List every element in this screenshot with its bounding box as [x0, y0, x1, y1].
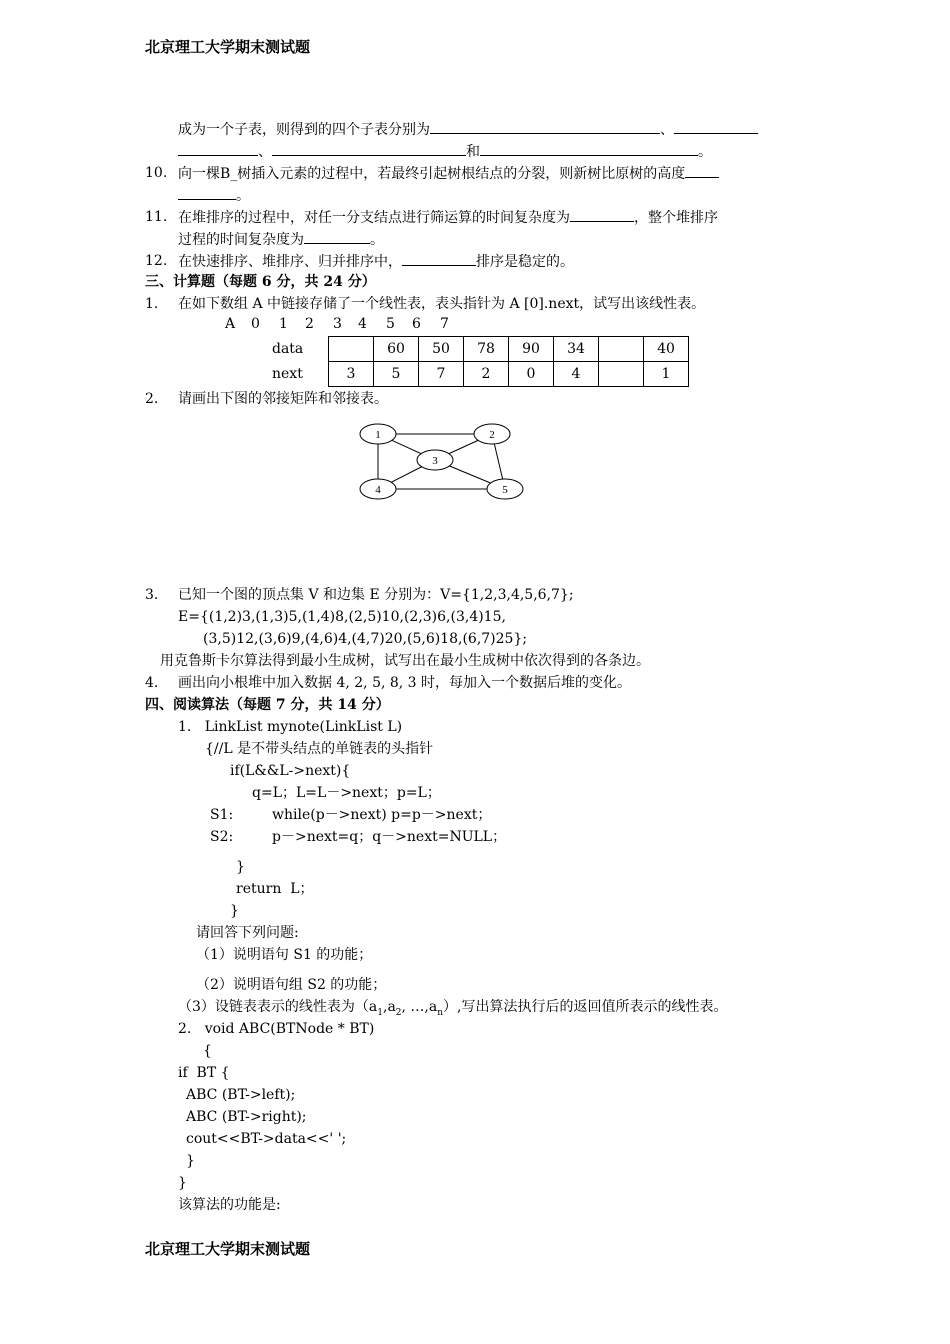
s3-q2-text: 请画出下图的邻接矩阵和邻接表。	[178, 391, 388, 407]
svg-text:1: 1	[375, 429, 381, 441]
code-line: }	[178, 1175, 187, 1191]
q9-blank-3	[272, 142, 466, 156]
graph-node	[360, 479, 396, 499]
q12-text: 在快速排序、堆排序、归并排序中，	[178, 254, 402, 270]
table-cell: 78	[464, 337, 509, 362]
subscript: n	[437, 1007, 444, 1018]
code-line: while(p－>next) p=p－>next；	[272, 807, 492, 823]
graph-node	[487, 479, 523, 499]
svg-text:5: 5	[502, 484, 508, 496]
q11-text: 在堆排序的过程中，对任一分支结点进行筛运算的时间复杂度为	[178, 210, 570, 226]
table-cell: 4	[554, 362, 599, 387]
code-line: return L；	[236, 881, 314, 897]
q12-blank	[402, 252, 476, 266]
code-line: p－>next=q；q－>next=NULL；	[272, 829, 507, 845]
code-line: cout<<BT->data<<' ';	[186, 1131, 347, 1147]
s3-q4-text: 画出向小根堆中加入数据 4, 2, 5, 8, 3 时，每加入一个数据后堆的变化。	[178, 675, 632, 691]
graph-node	[474, 424, 510, 444]
code-line: {	[203, 1043, 212, 1059]
subscript: 1	[377, 1007, 383, 1018]
svg-text:2: 2	[489, 429, 495, 441]
q11-number: 11.	[145, 209, 168, 225]
q10-blank-2	[178, 186, 236, 200]
row-label: data	[272, 341, 304, 357]
page-footer: 北京理工大学期末测试题	[145, 1240, 311, 1258]
q3-part: , …,a	[401, 999, 438, 1015]
q3-part: ）,写出算法执行后的返回值所表示的线性表。	[443, 999, 728, 1015]
q12-line	[178, 252, 574, 271]
s1-label: S1:	[210, 807, 234, 823]
q9-separator-2: 、	[258, 144, 272, 160]
q9-blank-2	[674, 120, 758, 134]
q11-line1	[178, 208, 718, 227]
code-line: {//L 是不带头结点的单链表的头指针	[205, 741, 434, 757]
array-index: 1	[279, 316, 288, 332]
q9-blank-4	[480, 142, 698, 156]
q9-and: 和	[466, 144, 480, 160]
q12-number: 12.	[145, 253, 168, 269]
q9-blank-1	[430, 120, 660, 134]
q9-text: 成为一个子表，则得到的四个子表分别为	[178, 122, 430, 138]
q9-separator: 、	[660, 122, 674, 138]
array-index: 3	[333, 316, 342, 332]
table-cell: 1	[644, 362, 689, 387]
q11-blank-1	[570, 208, 634, 222]
q11-line2	[178, 230, 384, 249]
table-cell: 5	[374, 362, 419, 387]
graph-node	[417, 450, 453, 470]
section3-title: 三、计算题（每题 6 分，共 24 分）	[145, 274, 376, 290]
q10-blank	[685, 164, 719, 178]
table-row	[268, 337, 689, 362]
table-cell: 0	[509, 362, 554, 387]
table-cell: 50	[419, 337, 464, 362]
array-index: 6	[412, 316, 421, 332]
code-line: }	[230, 903, 239, 919]
subscript: 2	[395, 1007, 402, 1018]
q12-end: 排序是稳定的。	[476, 254, 574, 270]
table-cell: 60	[374, 337, 419, 362]
question-1: （1）说明语句 S1 的功能；	[196, 947, 373, 963]
table-cell: 40	[644, 337, 689, 362]
graph-diagram	[350, 414, 540, 504]
code-line: 该算法的功能是:	[178, 1197, 281, 1213]
q9-end: 。	[698, 144, 712, 160]
s3-q3-text: 已知一个图的顶点集 V 和边集 E 分别为：V={1,2,3,4,5,6,7};	[178, 587, 574, 603]
code-line: if BT {	[178, 1065, 230, 1081]
section4-title: 四、阅读算法（每题 7 分，共 14 分）	[145, 697, 390, 713]
q10-line2	[178, 186, 250, 205]
s3-q1-number: 1.	[145, 296, 159, 312]
s3-q4-number: 4.	[145, 675, 159, 691]
table-cell	[329, 337, 374, 362]
array-label: A	[225, 316, 236, 332]
table-cell: 34	[554, 337, 599, 362]
s3-q1-text: 在如下数组 A 中链接存储了一个线性表，表头指针为 A [0].next，试写出该线性表。	[178, 296, 706, 312]
table-cell: 90	[509, 337, 554, 362]
s3-q3-edges-1: E={(1,2)3,(1,3)5,(1,4)8,(2,5)10,(2,3)6,(3,4)15,	[178, 609, 506, 625]
page-header: 北京理工大学期末测试题	[145, 38, 311, 56]
q10-line1	[178, 164, 719, 183]
array-index: 7	[440, 316, 449, 332]
array-index: 5	[386, 316, 395, 332]
q3-part: ,a	[383, 999, 396, 1015]
code-line: ABC (BT->left);	[186, 1087, 296, 1103]
q11-end: 。	[370, 232, 384, 248]
q10-number: 10.	[145, 165, 168, 181]
q11-mid: ，整个堆排序	[634, 210, 718, 226]
table-cell: 3	[329, 362, 374, 387]
array-index: 2	[305, 316, 314, 332]
code-line: ABC (BT->right);	[186, 1109, 307, 1125]
code-line: 1. LinkList mynote(LinkList L)	[178, 719, 403, 735]
table-cell: 7	[419, 362, 464, 387]
q11-blank-2	[304, 230, 370, 244]
s3-q3-text-2: 用克鲁斯卡尔算法得到最小生成树，试写出在最小生成树中依次得到的各条边。	[160, 653, 650, 669]
code-line: q=L；L=L－>next；p=L；	[252, 785, 441, 801]
array-index: 0	[251, 316, 260, 332]
table-cell	[599, 362, 644, 387]
graph-node	[360, 424, 396, 444]
table-cell: 2	[464, 362, 509, 387]
table-row	[268, 362, 689, 387]
array-table	[268, 336, 689, 387]
s3-q3-edges-2: (3,5)12,(3,6)9,(4,6)4,(4,7)20,(5,6)18,(6,7)25};	[203, 631, 528, 647]
q9-line1	[178, 120, 758, 139]
question-3	[178, 998, 727, 1022]
svg-text:4: 4	[375, 484, 381, 496]
table-cell	[599, 337, 644, 362]
questions-prompt: 请回答下列问题:	[196, 925, 299, 941]
q9-blank-2b	[178, 142, 258, 156]
q10-text: 向一棵B_树插入元素的过程中，若最终引起树根结点的分裂，则新树比原树的高度	[178, 166, 686, 182]
code-line: if(L&&L->next){	[230, 763, 351, 779]
code-line: 2. void ABC(BTNode * BT)	[178, 1021, 375, 1037]
q9-line2	[178, 142, 712, 161]
s2-label: S2:	[210, 829, 234, 845]
q11-text-2: 过程的时间复杂度为	[178, 232, 304, 248]
code-line: }	[236, 859, 245, 875]
s3-q2-number: 2.	[145, 391, 159, 407]
array-index: 4	[358, 316, 367, 332]
s3-q3-number: 3.	[145, 587, 159, 603]
svg-text:3: 3	[432, 455, 438, 467]
row-label: next	[272, 366, 303, 382]
q3-part: （3）设链表表示的线性表为（a	[178, 999, 378, 1015]
question-2: （2）说明语句组 S2 的功能；	[196, 977, 387, 993]
code-line: }	[186, 1153, 195, 1169]
q10-end: 。	[236, 188, 250, 204]
